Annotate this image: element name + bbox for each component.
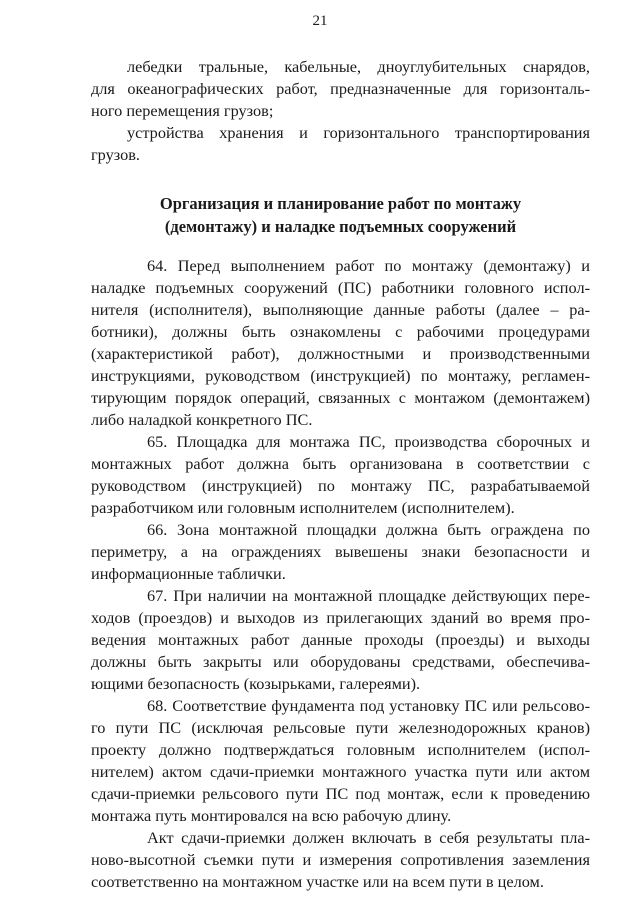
paragraph-64 — [91, 255, 590, 431]
paragraph-67 — [91, 585, 590, 695]
heading-line: (демонтажу) и наладке подъемных сооружений — [164, 217, 517, 236]
document-body — [91, 56, 590, 893]
text-line: ботники), должны быть ознакомлены с рабочими процедурами — [91, 322, 590, 341]
text-line: либо наладкой конкретного ПС. — [91, 410, 313, 429]
text-line: наладке подъемных сооружений (ПС) работники головного испол- — [91, 278, 590, 297]
text-line: нителем) актом сдачи-приемки монтажного участка пути или актом — [91, 762, 590, 781]
text-line: ного перемещения грузов; — [91, 101, 274, 120]
page-number: 21 — [312, 13, 328, 29]
text-line: периметру, а на ограждениях вывешены знаки безопасности и — [91, 542, 590, 561]
text-line: для океанографических работ, предназначенные для горизонталь- — [91, 79, 590, 98]
intro-paragraph-1 — [91, 56, 590, 122]
text-line: 66. Зона монтажной площадки должна быть ограждена по — [147, 520, 590, 539]
paragraph-68 — [91, 695, 590, 827]
text-line: го пути ПС (исключая рельсовые пути железнодорожных кранов) — [91, 718, 590, 737]
text-line: инструкциями, руководством (инструкцией) по монтажу, регламен- — [91, 366, 590, 385]
text-line: устройства хранения и горизонтального транспортирования — [127, 123, 590, 142]
text-line: монтажных работ должна быть организована в соответствии с — [91, 454, 590, 473]
text-line: ведения монтажных работ данные проходы (проезды) и выходы — [91, 630, 590, 649]
text-line: (характеристикой работ), должностными и производственными — [91, 344, 590, 363]
text-line: Акт сдачи-приемки должен включать в себя результаты пла- — [147, 828, 590, 847]
text-line: лебедки тральные, кабельные, дноуглубительных снарядов, — [127, 57, 590, 76]
text-line: монтажа путь монтировался на всю рабочую длину. — [91, 806, 452, 825]
paragraph-65 — [91, 431, 590, 519]
text-line: грузов. — [91, 145, 140, 164]
text-line: 64. Перед выполнением работ по монтажу (демонтажу) и — [147, 256, 590, 275]
text-line: ходов (проездов) и выходов из прилегающих зданий во время про- — [91, 608, 590, 627]
paragraph-act — [91, 827, 590, 893]
text-line: сдачи-приемки рельсового пути ПС под монтаж, если к проведению — [91, 784, 590, 803]
text-line: ново-высотной съемки пути и измерения сопротивления заземления — [91, 850, 590, 869]
paragraph-66 — [91, 519, 590, 585]
text-line: 68. Соответствие фундамента под установку ПС или рельсово- — [147, 696, 590, 715]
text-line: 67. При наличии на монтажной площадке действующих пере- — [147, 586, 590, 605]
text-line: должны быть закрыты или оборудованы средствами, обеспечива- — [91, 652, 590, 671]
text-line: соответственно на монтажном участке или на всем пути в целом. — [91, 872, 544, 891]
heading-line: Организация и планирование работ по монтажу — [159, 194, 522, 213]
text-line: тирующим порядок операций, связанных с монтажом (демонтажем) — [91, 388, 590, 407]
text-line: 65. Площадка для монтажа ПС, производства сборочных и — [147, 432, 590, 451]
text-line: нителя (исполнителя), выполняющие данные работы (далее – ра- — [91, 300, 590, 319]
text-line: ющими безопасность (козырьками, галереями). — [91, 674, 421, 693]
section-heading — [91, 192, 590, 238]
intro-paragraph-2 — [91, 122, 590, 166]
text-line: информационные таблички. — [91, 564, 286, 583]
text-line: разработчиком или головным исполнителем (исполнителем). — [91, 498, 515, 517]
text-line: проекту должно подтверждаться головным исполнителем (испол- — [91, 740, 590, 759]
text-line: руководством (инструкцией) по монтажу ПС, разрабатываемой — [91, 476, 590, 495]
